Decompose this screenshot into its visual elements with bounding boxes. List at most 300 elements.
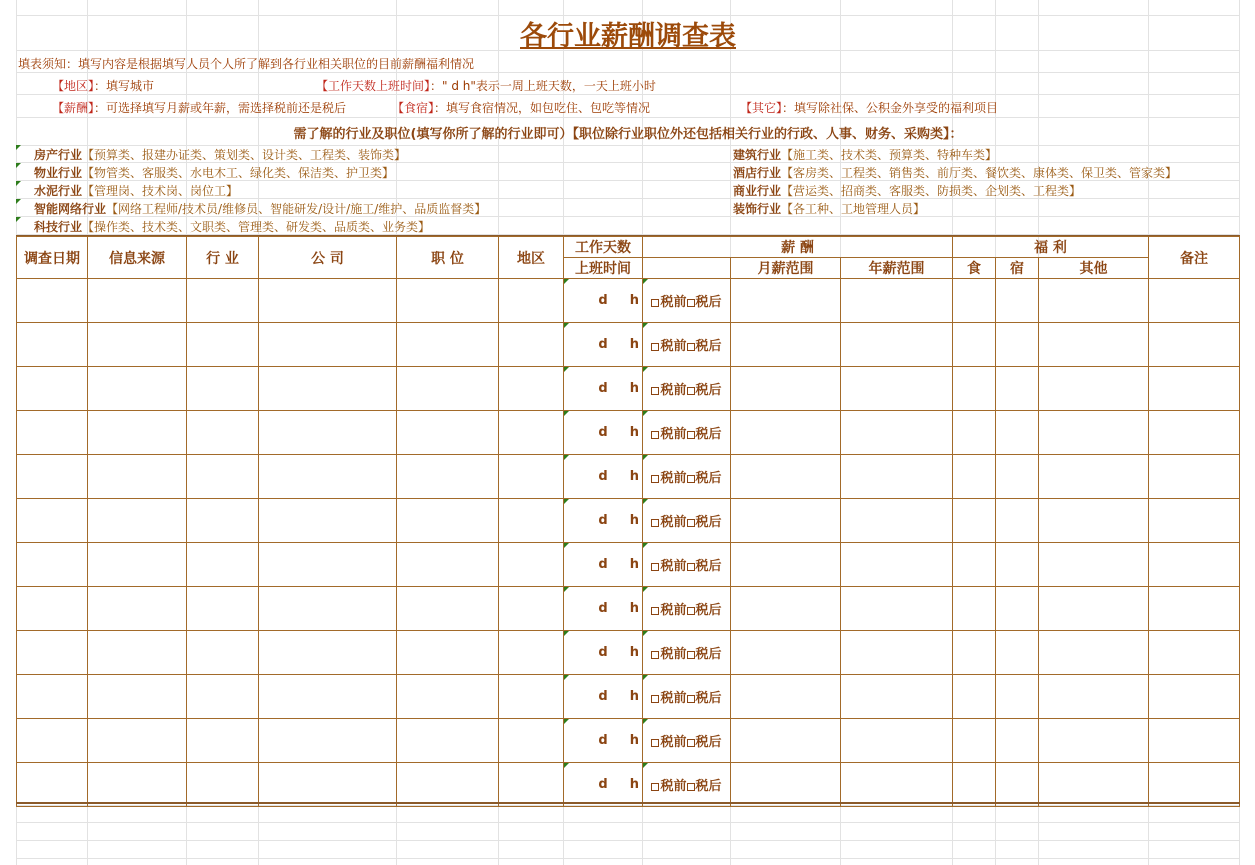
cell-food[interactable] — [953, 323, 996, 367]
cell-other[interactable] — [1039, 719, 1149, 763]
industry-smart-network — [34, 200, 486, 217]
post-tax-label: 税后 — [695, 735, 722, 750]
pre-tax-label: 税前 — [660, 691, 687, 706]
table-row — [17, 411, 1240, 455]
pre-tax-label: 税前 — [660, 383, 687, 398]
cell-source[interactable] — [88, 367, 187, 411]
header-date: 调查日期 — [17, 237, 88, 279]
header-position: 职 位 — [397, 237, 499, 279]
cell-source[interactable] — [88, 763, 187, 807]
industry-jobs: 【各工种、工地管理人员】 — [781, 202, 926, 216]
cell-lodging[interactable] — [996, 323, 1039, 367]
cell-tax-choice — [643, 631, 731, 675]
cell-workdays[interactable] — [564, 543, 643, 587]
cell-position[interactable] — [397, 587, 499, 631]
cell-company[interactable] — [259, 763, 397, 807]
cell-position[interactable] — [397, 499, 499, 543]
salary-key: 【薪酬】 — [52, 101, 95, 115]
cell-monthly[interactable] — [731, 367, 841, 411]
cell-workdays[interactable] — [564, 455, 643, 499]
table-row — [17, 587, 1240, 631]
region-text: ：填写城市 — [94, 79, 155, 93]
cell-monthly[interactable] — [731, 455, 841, 499]
instruction-food — [392, 99, 650, 116]
cell-yearly[interactable] — [841, 763, 953, 807]
instruction-workdays — [316, 77, 656, 94]
days-unit: d — [598, 425, 608, 440]
cell-workdays[interactable] — [564, 279, 643, 323]
post-tax-checkbox[interactable] — [687, 651, 695, 659]
cell-lodging[interactable] — [996, 411, 1039, 455]
cell-other[interactable] — [1039, 499, 1149, 543]
cell-monthly[interactable] — [731, 411, 841, 455]
cell-food[interactable] — [953, 279, 996, 323]
header-other: 其他 — [1039, 258, 1149, 279]
post-tax-checkbox[interactable] — [687, 299, 695, 307]
cell-industry[interactable] — [187, 499, 259, 543]
cell-yearly[interactable] — [841, 411, 953, 455]
cell-monthly[interactable] — [731, 675, 841, 719]
cell-workdays[interactable] — [564, 411, 643, 455]
survey-table — [16, 236, 1240, 807]
cell-region[interactable] — [499, 411, 564, 455]
industry-hotel — [733, 164, 1177, 181]
cell-position[interactable] — [397, 455, 499, 499]
cell-lodging[interactable] — [996, 279, 1039, 323]
days-unit: d — [598, 381, 608, 396]
header-remark: 备注 — [1149, 237, 1240, 279]
cell-other[interactable] — [1039, 543, 1149, 587]
cell-region[interactable] — [499, 499, 564, 543]
cell-tax-choice — [643, 719, 731, 763]
pre-tax-label: 税前 — [660, 559, 687, 574]
cell-yearly[interactable] — [841, 279, 953, 323]
cell-company[interactable] — [259, 631, 397, 675]
cell-tax-choice — [643, 279, 731, 323]
cell-lodging[interactable] — [996, 763, 1039, 807]
post-tax-checkbox[interactable] — [687, 343, 695, 351]
days-unit: d — [598, 733, 608, 748]
industry-name: 科技行业 — [34, 220, 83, 234]
industry-tech — [34, 218, 430, 235]
cell-date[interactable] — [17, 763, 88, 807]
cell-company[interactable] — [259, 367, 397, 411]
cell-food[interactable] — [953, 587, 996, 631]
pre-tax-checkbox[interactable] — [651, 431, 659, 439]
cell-remark[interactable] — [1149, 587, 1240, 631]
table-row — [17, 763, 1240, 807]
days-unit: d — [598, 777, 608, 792]
cell-monthly[interactable] — [731, 543, 841, 587]
cell-date[interactable] — [17, 631, 88, 675]
post-tax-label: 税后 — [695, 559, 722, 574]
days-unit: d — [598, 645, 608, 660]
pre-tax-checkbox[interactable] — [651, 343, 659, 351]
cell-region[interactable] — [499, 675, 564, 719]
cell-industry[interactable] — [187, 763, 259, 807]
cell-industry[interactable] — [187, 455, 259, 499]
cell-remark[interactable] — [1149, 411, 1240, 455]
header-food: 食 — [953, 258, 996, 279]
cell-industry[interactable] — [187, 675, 259, 719]
cell-workdays[interactable] — [564, 367, 643, 411]
table-row — [17, 499, 1240, 543]
cell-yearly[interactable] — [841, 587, 953, 631]
industry-jobs: 【网络工程师/技术员/维修员、智能研发/设计/施工/维护、品质监督类】 — [106, 202, 487, 216]
cell-industry[interactable] — [187, 631, 259, 675]
cell-company[interactable] — [259, 279, 397, 323]
industry-jobs: 【施工类、技术类、预算类、特种车类】 — [781, 148, 998, 162]
post-tax-label: 税后 — [695, 339, 722, 354]
cell-other[interactable] — [1039, 587, 1149, 631]
industry-jobs: 【预算类、报建办证类、策划类、设计类、工程类、装饰类】 — [82, 148, 407, 162]
cell-date[interactable] — [17, 587, 88, 631]
cell-monthly[interactable] — [731, 499, 841, 543]
cell-lodging[interactable] — [996, 499, 1039, 543]
cell-yearly[interactable] — [841, 367, 953, 411]
pre-tax-checkbox[interactable] — [651, 563, 659, 571]
post-tax-label: 税后 — [695, 691, 722, 706]
post-tax-checkbox[interactable] — [687, 607, 695, 615]
industry-jobs: 【客房类、工程类、销售类、前厅类、餐饮类、康体类、保卫类、管家类】 — [781, 166, 1178, 180]
header-industry: 行 业 — [187, 237, 259, 279]
hours-unit: h — [629, 469, 639, 484]
cell-date[interactable] — [17, 367, 88, 411]
cell-workdays[interactable] — [564, 587, 643, 631]
header-welfare: 福 利 — [953, 237, 1149, 258]
cell-other[interactable] — [1039, 367, 1149, 411]
cell-tax-choice — [643, 499, 731, 543]
cell-position[interactable] — [397, 675, 499, 719]
cell-source[interactable] — [88, 675, 187, 719]
cell-food[interactable] — [953, 719, 996, 763]
cell-region[interactable] — [499, 719, 564, 763]
hours-unit: h — [629, 777, 639, 792]
grid-line-h — [16, 840, 1240, 841]
cell-tax-choice — [643, 763, 731, 807]
cell-other[interactable] — [1039, 279, 1149, 323]
cell-region[interactable] — [499, 631, 564, 675]
header-monthly: 月薪范围 — [731, 258, 841, 279]
cell-region[interactable] — [499, 279, 564, 323]
cell-region[interactable] — [499, 367, 564, 411]
cell-tax-choice — [643, 411, 731, 455]
hours-unit: h — [629, 645, 639, 660]
cell-monthly[interactable] — [731, 587, 841, 631]
cell-other[interactable] — [1039, 411, 1149, 455]
hours-unit: h — [629, 601, 639, 616]
header-worktime: 上班时间 — [564, 258, 643, 279]
cell-yearly[interactable] — [841, 499, 953, 543]
header-yearly: 年薪范围 — [841, 258, 953, 279]
cell-source[interactable] — [88, 455, 187, 499]
cell-source[interactable] — [88, 279, 187, 323]
post-tax-checkbox[interactable] — [687, 387, 695, 395]
cell-source[interactable] — [88, 631, 187, 675]
grid-line-h — [16, 117, 1240, 118]
days-unit: d — [598, 689, 608, 704]
cell-industry[interactable] — [187, 411, 259, 455]
days-unit: d — [598, 337, 608, 352]
cell-food[interactable] — [953, 455, 996, 499]
post-tax-label: 税后 — [695, 427, 722, 442]
cell-date[interactable] — [17, 411, 88, 455]
days-unit: d — [598, 469, 608, 484]
hours-unit: h — [629, 381, 639, 396]
industry-jobs: 【营运类、招商类、客服类、防损类、企划类、工程类】 — [781, 184, 1082, 198]
cell-yearly[interactable] — [841, 455, 953, 499]
pre-tax-checkbox[interactable] — [651, 739, 659, 747]
table-row — [17, 455, 1240, 499]
cell-monthly[interactable] — [731, 631, 841, 675]
cell-industry[interactable] — [187, 279, 259, 323]
cell-region[interactable] — [499, 543, 564, 587]
workdays-text: ：" d h"表示一周上班天数，一天上班小时 — [430, 79, 656, 93]
cell-region[interactable] — [499, 587, 564, 631]
table-row — [17, 367, 1240, 411]
pre-tax-checkbox[interactable] — [651, 607, 659, 615]
post-tax-label: 税后 — [695, 779, 722, 794]
cell-position[interactable] — [397, 543, 499, 587]
cell-food[interactable] — [953, 631, 996, 675]
cell-remark[interactable] — [1149, 323, 1240, 367]
cell-remark[interactable] — [1149, 367, 1240, 411]
cell-industry[interactable] — [187, 587, 259, 631]
pre-tax-label: 税前 — [660, 603, 687, 618]
table-bottom-rule — [16, 802, 1240, 804]
grid-line-h — [16, 858, 1240, 859]
cell-monthly[interactable] — [731, 763, 841, 807]
industry-name: 装饰行业 — [733, 202, 782, 216]
cell-yearly[interactable] — [841, 323, 953, 367]
industry-jobs: 【操作类、技术类、文职类、管理类、研发类、品质类、业务类】 — [82, 220, 431, 234]
cell-workdays[interactable] — [564, 719, 643, 763]
cell-remark[interactable] — [1149, 543, 1240, 587]
industry-jobs: 【物管类、客服类、水电木工、绿化类、保洁类、护卫类】 — [82, 166, 395, 180]
cell-remark[interactable] — [1149, 279, 1240, 323]
cell-industry[interactable] — [187, 543, 259, 587]
table-row — [17, 323, 1240, 367]
cell-date[interactable] — [17, 323, 88, 367]
header-lodging: 宿 — [996, 258, 1039, 279]
cell-monthly[interactable] — [731, 719, 841, 763]
post-tax-checkbox[interactable] — [687, 519, 695, 527]
cell-remark[interactable] — [1149, 499, 1240, 543]
cell-source[interactable] — [88, 543, 187, 587]
cell-position[interactable] — [397, 411, 499, 455]
post-tax-checkbox[interactable] — [687, 563, 695, 571]
pre-tax-label: 税前 — [660, 779, 687, 794]
workdays-key: 【工作天数上班时间】 — [316, 79, 431, 93]
cell-company[interactable] — [259, 323, 397, 367]
header-company: 公 司 — [259, 237, 397, 279]
cell-tax-choice — [643, 543, 731, 587]
cell-region[interactable] — [499, 763, 564, 807]
days-unit: d — [598, 601, 608, 616]
cell-company[interactable] — [259, 411, 397, 455]
cell-monthly[interactable] — [731, 279, 841, 323]
post-tax-label: 税后 — [695, 647, 722, 662]
cell-date[interactable] — [17, 675, 88, 719]
cell-position[interactable] — [397, 323, 499, 367]
cell-company[interactable] — [259, 675, 397, 719]
cell-date[interactable] — [17, 279, 88, 323]
cell-other[interactable] — [1039, 675, 1149, 719]
post-tax-label: 税后 — [695, 603, 722, 618]
cell-lodging[interactable] — [996, 367, 1039, 411]
table-row — [17, 675, 1240, 719]
industry-jobs: 【管理岗、技术岗、岗位工】 — [82, 184, 239, 198]
industry-cement — [34, 182, 238, 199]
salary-text: ：可选择填写月薪或年薪，需选择税前还是税后 — [94, 101, 347, 115]
cell-industry[interactable] — [187, 323, 259, 367]
instruction-region — [52, 77, 154, 94]
cell-food[interactable] — [953, 499, 996, 543]
industry-decoration — [733, 200, 925, 217]
cell-tax-choice — [643, 587, 731, 631]
cell-date[interactable] — [17, 455, 88, 499]
hours-unit: h — [629, 293, 639, 308]
industry-realestate — [34, 146, 406, 163]
other-key: 【其它】 — [740, 101, 783, 115]
cell-source[interactable] — [88, 719, 187, 763]
grid-line-h — [16, 72, 1240, 73]
cell-food[interactable] — [953, 411, 996, 455]
cell-food[interactable] — [953, 763, 996, 807]
cell-tax-choice — [643, 455, 731, 499]
pre-tax-checkbox[interactable] — [651, 387, 659, 395]
cell-remark[interactable] — [1149, 455, 1240, 499]
post-tax-checkbox[interactable] — [687, 695, 695, 703]
cell-remark[interactable] — [1149, 631, 1240, 675]
industry-name: 建筑行业 — [733, 148, 782, 162]
days-unit: d — [598, 557, 608, 572]
pre-tax-checkbox[interactable] — [651, 475, 659, 483]
cell-workdays[interactable] — [564, 675, 643, 719]
grid-line-h — [16, 94, 1240, 95]
cell-other[interactable] — [1039, 455, 1149, 499]
cell-monthly[interactable] — [731, 323, 841, 367]
cell-region[interactable] — [499, 455, 564, 499]
cell-remark[interactable] — [1149, 719, 1240, 763]
pre-tax-label: 税前 — [660, 471, 687, 486]
cell-date[interactable] — [17, 543, 88, 587]
pre-tax-checkbox[interactable] — [651, 783, 659, 791]
cell-other[interactable] — [1039, 631, 1149, 675]
food-text: ：填写食宿情况，如包吃住、包吃等情况 — [434, 101, 651, 115]
industry-name: 酒店行业 — [733, 166, 782, 180]
cell-lodging[interactable] — [996, 675, 1039, 719]
cell-position[interactable] — [397, 719, 499, 763]
cell-other[interactable] — [1039, 763, 1149, 807]
pre-tax-checkbox[interactable] — [651, 651, 659, 659]
cell-lodging[interactable] — [996, 543, 1039, 587]
cell-workdays[interactable] — [564, 323, 643, 367]
cell-company[interactable] — [259, 587, 397, 631]
requirement-heading: 需了解的行业及职位(填写你所了解的行业即可）【职位除行业职位外还包括相关行业的行政、人事、财务、采购类】： — [293, 127, 963, 142]
cell-position[interactable] — [397, 279, 499, 323]
cell-company[interactable] — [259, 719, 397, 763]
hours-unit: h — [629, 337, 639, 352]
cell-yearly[interactable] — [841, 631, 953, 675]
page-title: 各行业薪酬调查表 — [520, 21, 736, 52]
cell-food[interactable] — [953, 367, 996, 411]
cell-position[interactable] — [397, 763, 499, 807]
hours-unit: h — [629, 557, 639, 572]
cell-company[interactable] — [259, 455, 397, 499]
post-tax-checkbox[interactable] — [687, 739, 695, 747]
cell-source[interactable] — [88, 323, 187, 367]
pre-tax-checkbox[interactable] — [651, 299, 659, 307]
cell-date[interactable] — [17, 719, 88, 763]
pre-tax-checkbox[interactable] — [651, 519, 659, 527]
pre-tax-checkbox[interactable] — [651, 695, 659, 703]
pre-tax-label: 税前 — [660, 339, 687, 354]
post-tax-label: 税后 — [695, 295, 722, 310]
cell-position[interactable] — [397, 631, 499, 675]
instruction-other — [740, 99, 998, 116]
industry-name: 水泥行业 — [34, 184, 83, 198]
cell-industry[interactable] — [187, 719, 259, 763]
instruction-intro: 填表须知：填写内容是根据填写人员个人所了解到各行业相关职位的目前薪酬福利情况 — [18, 57, 475, 71]
days-unit: d — [598, 513, 608, 528]
industry-commerce — [733, 182, 1081, 199]
hours-unit: h — [629, 425, 639, 440]
cell-food[interactable] — [953, 675, 996, 719]
cell-region[interactable] — [499, 323, 564, 367]
cell-remark[interactable] — [1149, 763, 1240, 807]
post-tax-label: 税后 — [695, 383, 722, 398]
cell-tax-choice — [643, 367, 731, 411]
cell-lodging[interactable] — [996, 455, 1039, 499]
cell-lodging[interactable] — [996, 587, 1039, 631]
post-tax-checkbox[interactable] — [687, 783, 695, 791]
cell-other[interactable] — [1039, 323, 1149, 367]
cell-workdays[interactable] — [564, 499, 643, 543]
cell-yearly[interactable] — [841, 719, 953, 763]
industry-construction — [733, 146, 997, 163]
post-tax-checkbox[interactable] — [687, 431, 695, 439]
cell-source[interactable] — [88, 499, 187, 543]
post-tax-checkbox[interactable] — [687, 475, 695, 483]
cell-date[interactable] — [17, 499, 88, 543]
cell-workdays[interactable] — [564, 763, 643, 807]
instruction-salary — [52, 99, 346, 116]
cell-lodging[interactable] — [996, 719, 1039, 763]
days-unit: d — [598, 293, 608, 308]
cell-source[interactable] — [88, 587, 187, 631]
cell-lodging[interactable] — [996, 631, 1039, 675]
cell-yearly[interactable] — [841, 675, 953, 719]
header-source: 信息来源 — [88, 237, 187, 279]
cell-yearly[interactable] — [841, 543, 953, 587]
cell-source[interactable] — [88, 411, 187, 455]
cell-workdays[interactable] — [564, 631, 643, 675]
cell-company[interactable] — [259, 543, 397, 587]
cell-company[interactable] — [259, 499, 397, 543]
cell-remark[interactable] — [1149, 675, 1240, 719]
cell-industry[interactable] — [187, 367, 259, 411]
food-key: 【食宿】 — [392, 101, 435, 115]
other-text: ：填写除社保、公积金外享受的福利项目 — [782, 101, 999, 115]
industry-name: 房产行业 — [34, 148, 83, 162]
cell-food[interactable] — [953, 543, 996, 587]
header-salary: 薪 酬 — [643, 237, 953, 258]
grid-line-h — [16, 822, 1240, 823]
cell-position[interactable] — [397, 367, 499, 411]
pre-tax-label: 税前 — [660, 735, 687, 750]
hours-unit: h — [629, 733, 639, 748]
